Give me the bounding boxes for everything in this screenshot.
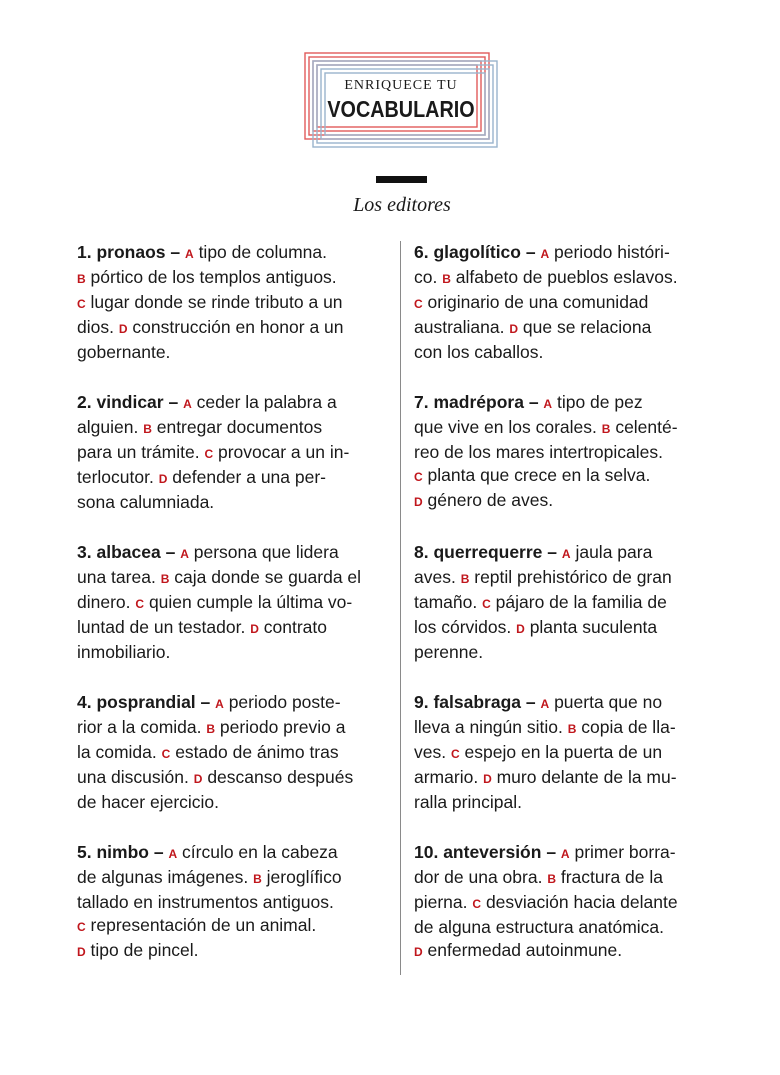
option-text: espejo en la puerta de un (464, 742, 663, 762)
option-text: tallado en instrumentos antiguos. (77, 892, 334, 912)
question-number: 8. (414, 542, 429, 562)
question-number: 9. (414, 692, 429, 712)
option-letter: A (560, 847, 570, 861)
question-word: albacea (96, 542, 161, 562)
question-line (77, 441, 389, 466)
option-text: tipo de pincel. (90, 940, 199, 960)
option-text: jeroglífico (266, 867, 342, 887)
option-text: gobernante. (77, 342, 171, 362)
option-text: reo de los mares intertropicales. (414, 442, 663, 462)
option-text: contrato (263, 617, 327, 637)
option-letter: B (206, 722, 216, 736)
question-6 (414, 241, 726, 364)
question-line (414, 891, 726, 916)
option-letter: C (77, 920, 86, 934)
option-letter: A (540, 247, 550, 261)
question-word: posprandial (96, 692, 196, 712)
option-text: luntad de un testador. (77, 617, 246, 637)
option-text: alguien. (77, 417, 139, 437)
option-letter: D (414, 495, 423, 509)
option-letter: C (450, 747, 460, 761)
question-line (77, 416, 389, 441)
option-text: celenté- (615, 417, 678, 437)
byline: Los editores (353, 194, 451, 216)
question-8 (414, 541, 726, 664)
question-number: 1. (77, 242, 92, 262)
question-line (77, 466, 389, 491)
option-text: dor de una obra. (414, 867, 543, 887)
option-text: lleva a ningún sitio. (414, 717, 563, 737)
question-word: falsabraga (433, 692, 522, 712)
question-5 (77, 841, 389, 964)
option-letter: D (193, 772, 203, 786)
option-text: fractura de la (560, 867, 663, 887)
option-text: ceder la palabra a (196, 392, 337, 412)
option-text: enfermedad autoinmune. (427, 940, 623, 960)
option-letter: C (135, 597, 145, 611)
question-word: vindicar (96, 392, 164, 412)
question-line (77, 616, 389, 641)
question-line (414, 266, 726, 291)
option-letter: C (482, 597, 491, 611)
question-number: 5. (77, 842, 92, 862)
option-text: una tarea. (77, 567, 156, 587)
option-letter: C (77, 297, 86, 311)
option-letter: B (143, 422, 152, 436)
question-line (77, 939, 389, 964)
option-letter: A (543, 397, 553, 411)
question-line (414, 591, 726, 616)
question-line (414, 841, 726, 866)
option-letter: B (547, 872, 556, 886)
question-9 (414, 691, 726, 814)
option-letter: A (215, 697, 224, 711)
question-dash: – (165, 542, 176, 562)
option-letter: D (509, 322, 519, 336)
option-text: copia de lla- (581, 717, 676, 737)
option-text: la comida. (77, 742, 157, 762)
option-text: pájaro de la familia de (495, 592, 667, 612)
option-text: entregar documentos (156, 417, 323, 437)
option-text: tamaño. (414, 592, 478, 612)
question-line (414, 566, 726, 591)
question-dash: – (528, 392, 539, 412)
option-letter: A (183, 397, 192, 411)
option-text: de hacer ejercicio. (77, 792, 220, 812)
column-divider (400, 241, 401, 975)
question-dash: – (525, 692, 536, 712)
question-line (414, 616, 726, 641)
option-text: ves. (414, 742, 447, 762)
question-line (77, 791, 389, 814)
question-line (414, 441, 726, 464)
option-text: para un trámite. (77, 442, 200, 462)
question-line (77, 541, 389, 566)
question-word: nimbo (96, 842, 149, 862)
option-text: que se relaciona (522, 317, 652, 337)
option-letter: D (483, 772, 492, 786)
option-text: con los caballos. (414, 342, 544, 362)
question-line (77, 641, 389, 664)
option-text: muro delante de la mu- (496, 767, 677, 787)
question-number: 4. (77, 692, 92, 712)
option-text: representación de un animal. (90, 915, 317, 935)
option-text: estado de ánimo tras (175, 742, 339, 762)
option-text: puerta que no (554, 692, 663, 712)
question-number: 10. (414, 842, 439, 862)
question-line (414, 464, 726, 489)
question-line (77, 716, 389, 741)
option-letter: A (168, 847, 178, 861)
option-letter: D (77, 945, 86, 959)
question-line (414, 791, 726, 814)
question-dash: – (153, 842, 164, 862)
option-letter: A (561, 547, 571, 561)
question-line (77, 266, 389, 291)
question-dash: – (547, 542, 558, 562)
option-text: construcción en honor a un (132, 317, 344, 337)
option-letter: B (601, 422, 611, 436)
question-line (414, 866, 726, 891)
question-word: madrépora (433, 392, 524, 412)
option-text: los córvidos. (414, 617, 512, 637)
option-letter: B (160, 572, 170, 586)
option-text: periodo previo a (219, 717, 346, 737)
option-letter: B (442, 272, 451, 286)
option-text: descanso después (207, 767, 354, 787)
question-line (414, 766, 726, 791)
question-line (414, 316, 726, 341)
option-letter: B (253, 872, 262, 886)
option-letter: A (180, 547, 189, 561)
option-text: armario. (414, 767, 479, 787)
question-10 (414, 841, 726, 964)
option-letter: C (161, 747, 171, 761)
option-text: pierna. (414, 892, 468, 912)
question-dash: – (168, 392, 179, 412)
question-4 (77, 691, 389, 814)
question-line (414, 716, 726, 741)
question-line (77, 591, 389, 616)
option-text: círculo en la cabeza (182, 842, 338, 862)
question-2 (77, 391, 389, 514)
option-text: periodo históri- (554, 242, 670, 262)
option-text: planta suculenta (529, 617, 658, 637)
option-text: tipo de pez (556, 392, 643, 412)
option-text: ralla principal. (414, 792, 522, 812)
question-line (414, 741, 726, 766)
question-line (77, 866, 389, 891)
question-line (414, 691, 726, 716)
option-text: originario de una comunidad (427, 292, 649, 312)
question-line (414, 291, 726, 316)
question-word: pronaos (96, 242, 166, 262)
question-line (77, 891, 389, 914)
question-line (414, 241, 726, 266)
option-text: persona que lidera (193, 542, 339, 562)
question-line (77, 566, 389, 591)
question-line (77, 291, 389, 316)
option-letter: C (472, 897, 482, 911)
option-text: perenne. (414, 642, 484, 662)
question-line (414, 641, 726, 664)
option-text: caja donde se guarda el (174, 567, 362, 587)
option-letter: B (460, 572, 470, 586)
question-7 (414, 391, 726, 514)
option-text: dinero. (77, 592, 131, 612)
option-text: de alguna estructura anatómica. (414, 917, 665, 937)
option-letter: D (118, 322, 128, 336)
logo-subtitle: ENRIQUECE TU (344, 78, 458, 93)
question-1 (77, 241, 389, 364)
option-text: planta que crece en la selva. (427, 465, 651, 485)
option-text: terlocutor. (77, 467, 154, 487)
option-text: pórtico de los templos antiguos. (90, 267, 337, 287)
question-line (414, 939, 726, 964)
question-line (77, 241, 389, 266)
question-dash: – (170, 242, 181, 262)
option-text: de algunas imágenes. (77, 867, 249, 887)
option-text: dios. (77, 317, 114, 337)
option-letter: B (77, 272, 86, 286)
question-number: 3. (77, 542, 92, 562)
question-dash: – (525, 242, 536, 262)
option-text: desviación hacia delante (485, 892, 678, 912)
option-text: género de aves. (427, 490, 554, 510)
option-text: lugar donde se rinde tributo a un (90, 292, 343, 312)
option-text: una discusión. (77, 767, 189, 787)
question-line (77, 691, 389, 716)
section-dash (376, 176, 427, 183)
question-line (77, 391, 389, 416)
question-line (414, 416, 726, 441)
logo-title: VOCABULARIO (327, 96, 475, 122)
option-letter: A (185, 247, 194, 261)
question-line (77, 341, 389, 364)
question-line (77, 741, 389, 766)
option-text: reptil prehistórico de gran (474, 567, 672, 587)
question-word: querrequerre (433, 542, 543, 562)
option-text: sona calumniada. (77, 492, 215, 512)
option-text: provocar a un in- (217, 442, 350, 462)
option-text: aves. (414, 567, 456, 587)
option-text: inmobiliario. (77, 642, 171, 662)
option-text: rior a la comida. (77, 717, 202, 737)
question-line (77, 841, 389, 866)
question-line (414, 391, 726, 416)
option-letter: D (250, 622, 259, 636)
question-number: 6. (414, 242, 429, 262)
question-line (77, 766, 389, 791)
question-line (414, 489, 726, 514)
option-letter: C (414, 297, 423, 311)
question-line (77, 491, 389, 514)
question-line (77, 914, 389, 939)
question-number: 2. (77, 392, 92, 412)
question-3 (77, 541, 389, 664)
option-letter: A (540, 697, 550, 711)
question-line (414, 341, 726, 364)
option-text: defender a una per- (172, 467, 327, 487)
option-text: alfabeto de pueblos eslavos. (455, 267, 678, 287)
option-text: que vive en los corales. (414, 417, 597, 437)
option-text: australiana. (414, 317, 505, 337)
option-text: tipo de columna. (198, 242, 327, 262)
option-letter: C (204, 447, 214, 461)
option-letter: C (414, 470, 423, 484)
question-dash: – (546, 842, 557, 862)
question-line (414, 541, 726, 566)
question-line (414, 916, 726, 939)
option-letter: D (516, 622, 525, 636)
option-letter: D (414, 945, 423, 959)
option-text: primer borra- (574, 842, 676, 862)
option-text: jaula para (575, 542, 653, 562)
option-text: co. (414, 267, 438, 287)
question-word: glagolítico (433, 242, 521, 262)
option-letter: B (567, 722, 577, 736)
option-text: quien cumple la última vo- (148, 592, 353, 612)
question-dash: – (200, 692, 211, 712)
question-word: anteversión (443, 842, 542, 862)
question-number: 7. (414, 392, 429, 412)
vocabulary-logo (304, 52, 498, 148)
question-line (77, 316, 389, 341)
option-letter: D (158, 472, 168, 486)
option-text: periodo poste- (228, 692, 341, 712)
